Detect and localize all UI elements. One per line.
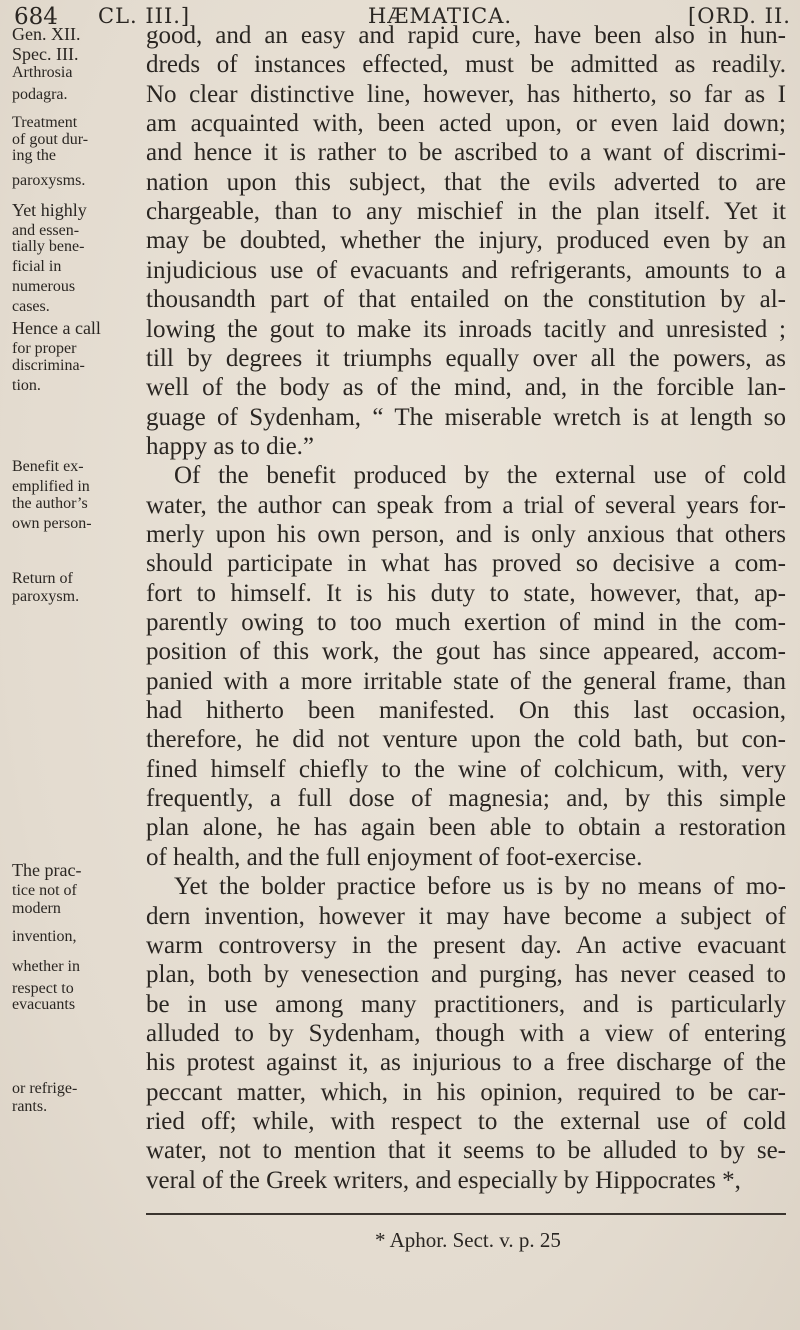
margin-note-line: Yet highly [12,200,87,220]
body-line: be in use among many practitioners, and is particularly [146,990,786,1018]
body-line: am acquainted with, been acted upon, or even laid down; [146,110,786,138]
body-line: may be doubted, whether the injury, produced even by an [146,227,786,255]
margin-note-line: paroxysms. [12,172,86,189]
margin-note-line: or refrige- [12,1080,78,1097]
margin-note-line: the author’s [12,495,88,512]
margin-note-line: for proper [12,340,77,357]
margin-note-line: ficial in [12,258,62,275]
body-line: alluded to by Sydenham, though with a view of entering [146,1019,786,1047]
body-line: Yet the bolder practice before us is by no means of mo- [174,873,786,901]
margin-note-line: podagra. [12,86,68,103]
margin-note-line: paroxysm. [12,588,80,605]
margin-note-line: Benefit ex- [12,458,84,475]
body-line: should participate in what has proved so decisive a com- [146,550,786,578]
footnote: * Aphor. Sect. v. p. 25 [375,1228,561,1252]
running-header-order: [ORD. II. [688,4,791,28]
margin-note-line: cases. [12,298,50,315]
margin-note-line: discrimina- [12,357,85,374]
margin-note-line: modern [12,900,61,917]
margin-note-line: Return of [12,570,73,587]
body-line: therefore, he did not venture upon the cold bath, but con- [146,726,786,754]
body-line: Of the benefit produced by the external use of cold [174,462,786,490]
margin-note-line: evacuants [12,996,76,1013]
body-line: till by degrees it triumphs equally over all the powers, as [146,344,786,372]
body-line: water, not to mention that it seems to be alluded to by se- [146,1137,786,1165]
body-line: panied with a more irritable state of the general frame, than [146,667,786,695]
body-line: happy as to die.” [146,432,315,460]
running-header-title: HÆMATICA. [368,4,513,28]
margin-note-line: and essen- [12,222,80,239]
body-line: chargeable, than to any mischief in the plan itself. Yet it [146,198,786,226]
page-number: 684 [14,4,58,30]
body-line: ried off; while, with respect to the external use of cold [146,1107,786,1135]
body-line: water, the author can speak from a trial of several years for- [146,491,786,519]
body-line: position of this work, the gout has since appeared, accom- [146,638,786,666]
body-line: of health, and the full enjoyment of foot-exercise. [146,843,643,871]
body-line: peccant matter, which, in his opinion, required to be car- [146,1078,786,1106]
margin-note-line: tially bene- [12,238,85,255]
body-line: fined himself chiefly to the wine of colchicum, with, very [146,755,786,783]
body-line: merly upon his own person, and is only anxious that others [146,520,786,548]
margin-note-line: of gout dur- [12,131,89,148]
margin-note-line: tion. [12,377,41,394]
margin-note-line: Arthrosia [12,64,73,81]
body-line: good, and an easy and rapid cure, have been also in hun- [146,22,786,49]
body-line: well of the body as of the mind, and, in the forcible lan- [146,374,786,402]
margin-note-line: respect to [12,980,74,997]
margin-note-line: whether in [12,958,80,975]
margin-note-line: emplified in [12,478,90,495]
body-line: lowing the gout to make its inroads tacitly and unresisted ; [146,315,786,343]
body-line: injudicious use of evacuants and refrigerants, amounts to a [146,256,786,284]
margin-note-line: Treatment [12,114,78,131]
body-line: veral of the Greek writers, and especially by Hippocrates *, [146,1166,741,1194]
margin-note-line: numerous [12,278,76,295]
body-line: parently owing to too much exertion of mind in the com- [146,609,786,636]
margin-note-line: Gen. XII. [12,24,81,44]
body-line: fort to himself. It is his duty to state, however, that, ap- [146,579,786,607]
body-line: dern invention, however it may have become a subject of [146,902,786,930]
body-line: nation upon this subject, that the evils adverted to are [146,168,786,196]
margin-note-line: The prac- [12,860,82,880]
margin-note-line: ing the [12,147,56,164]
margin-note-line: rants. [12,1098,48,1115]
body-line: frequently, a full dose of magnesia; and, by this simple [146,785,786,813]
body-line: plan alone, he has again been able to obtain a restoration [146,814,786,842]
body-line: his protest against it, as injurious to a free discharge of the [146,1049,786,1077]
margin-note-line: Spec. III. [12,44,79,64]
body-line: thousandth part of that entailed on the constitution by al- [146,286,786,314]
footnote-rule [146,1213,786,1215]
body-line: had hitherto been manifested. On this last occasion, [146,697,786,725]
margin-note-line: invention, [12,928,77,945]
body-line: and hence it is rather to be ascribed to a want of discrimi- [146,139,786,167]
body-line: dreds of instances effected, must be admitted as readily. [146,51,786,79]
body-line: No clear distinctive line, however, has hitherto, so far as I [146,80,786,108]
running-header-class: CL. III.] [98,4,191,28]
margin-note-line: Hence a call [12,318,101,338]
body-line: warm controversy in the present day. An active evacuant [146,931,786,959]
margin-note-line: own person- [12,515,92,532]
body-line: plan, both by venesection and purging, has never ceased to [146,961,786,989]
margin-note-line: tice not of [12,882,77,899]
body-line: guage of Sydenham, “ The miserable wretch is at length so [146,403,786,431]
